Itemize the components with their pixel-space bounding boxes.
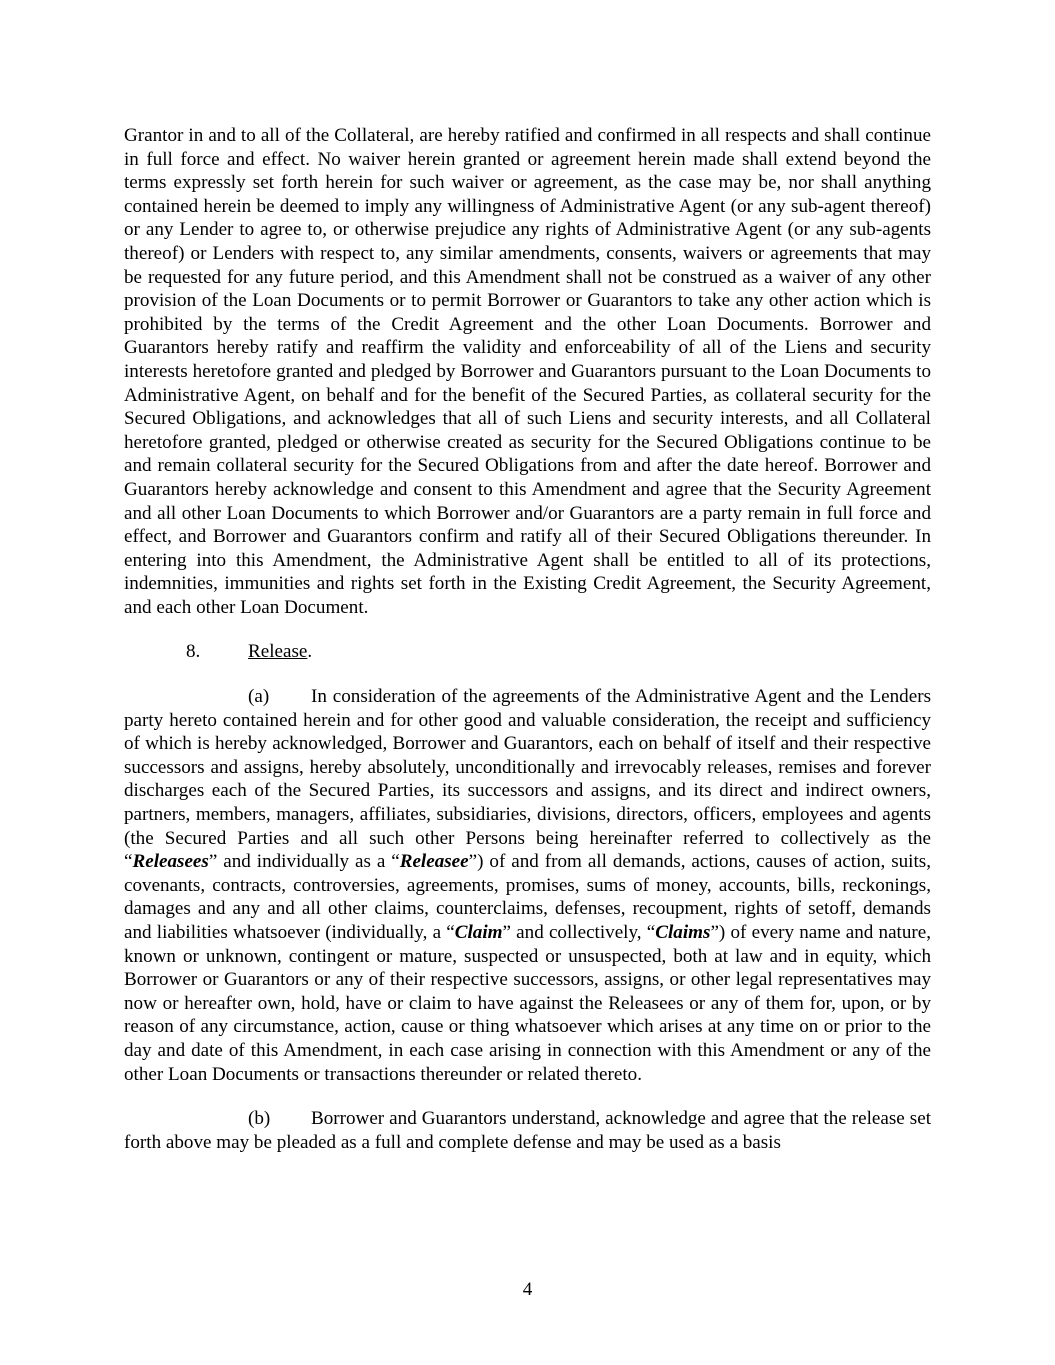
paragraph-ratification: Grantor in and to all of the Collateral, are hereby ratified and confirmed in all respects and shall continue in full force and effect. No waiver herein granted or agreement herein made shall extend beyond the terms expressly set forth herein for such waiver or agreement, as the case may be, nor shall anything contained herein be deemed to imply any willingness of Administrative Agent (or any sub-agent thereof) or any Lender to agree to, or otherwise prejudice any rights of Administrative Agent (or any sub-agents thereof) or Lenders with respect to, any similar amendments, consents, waivers or agreements that may be requested for any future period, and this Amendment shall not be construed as a waiver of any other provision of the Loan Documents or to permit Borrower or Guarantors to take any other action which is prohibited by the terms of the Credit Agreement and the other Loan Documents. Borrower and Guarantors hereby ratify and reaffirm the validity and enforceability of all of the Liens and security interests heretofore granted and pledged by Borrower and Guarantors pursuant to the Loan Documents to Administrative Agent, on behalf and for the benefit of the Secured Parties, as collateral security for the Secured Obligations, and acknowledges that all of such Liens and security interests, and all Collateral heretofore granted, pledged or otherwise created as security for the Secured Obligations continue to be and remain collateral security for the Secured Obligations from and after the date hereof. Borrower and Guarantors hereby acknowledge and consent to this Amendment and agree that the Security Agreement and all other Loan Documents to which Borrower and/or Guarantors are a party remain in full force and effect, and Borrower and Guarantors confirm and ratify all of their Secured Obligations thereunder. In entering into this Amendment, the Administrative Agent shall be entitled to all of its protections, indemnities, immunities and rights set forth in the Existing Credit Agreement, the Security Agreement, and each other Loan Document. [124, 125, 931, 618]
subparagraph-a [124, 685, 931, 1086]
subparagraph-b-text: Borrower and Guarantors understand, acknowledge and agree that the release set forth above may be pleaded as a full and complete defense and may be used as a basis [124, 1108, 931, 1153]
subparagraph-a-text-3: ”) of and from all demands, actions, causes of action, suits, covenants, contracts, controversies, agreements, promises, sums of money, accounts, bills, reckonings, damages and any and all other claims, counterclaims, defenses, recoupment, rights of setoff, demands and liabilities whatsoever (individually, a “ [124, 851, 931, 943]
subparagraph-b [124, 1107, 931, 1154]
defined-term-releasee: Releasee [399, 851, 469, 873]
section-title [248, 640, 312, 664]
defined-term-releasees: Releasees [132, 851, 209, 873]
section-number: 8. [186, 641, 201, 663]
subparagraph-a-text-2: ” and individually as a “ [208, 851, 400, 873]
page-number: 4 [522, 1279, 533, 1300]
defined-term-claims: Claims [655, 922, 711, 943]
subparagraph-a-label: (a) [248, 686, 270, 708]
section-heading-release [124, 640, 931, 664]
subparagraph-a-text-5: ”) of every name and nature, known or unknown, contingent or mature, suspected or unsuspected, both at law and in equity, which Borrower or Guarantors or any of their respective successors, assigns, or other legal representatives may now or hereafter own, hold, have or claim to have against the Releasees or any of them for, upon, or by reason of any circumstance, action, cause or thing whatsoever which arises at any time on or prior to the day and date of this Amendment, in each case arising in connection with this Amendment or any of the other Loan Documents or transactions thereunder or related thereto. [124, 922, 932, 1085]
section-title-suffix: . [307, 641, 313, 663]
defined-term-claim: Claim [454, 922, 503, 943]
document-page [124, 124, 931, 1154]
subparagraph-a-text-1: In consideration of the agreements of the Administrative Agent and the Lenders party hereto contained herein and for other good and valuable consideration, the receipt and sufficiency of which is hereby acknowledged, Borrower and Guarantors, each on behalf of itself and their respective successors and assigns, hereby absolutely, unconditionally and irrevocably releases, remises and forever discharges each of the Secured Parties, its successors and assigns, and its direct and indirect owners, partners, members, managers, affiliates, subsidiaries, divisions, directors, officers, employees and agents (the Secured Parties and all such other Persons being hereinafter referred to collectively as the “ [124, 686, 931, 873]
section-title-text: Release [248, 641, 308, 663]
subparagraph-b-label: (b) [248, 1108, 271, 1130]
subparagraph-a-text-4: ” and collectively, “ [502, 922, 656, 943]
